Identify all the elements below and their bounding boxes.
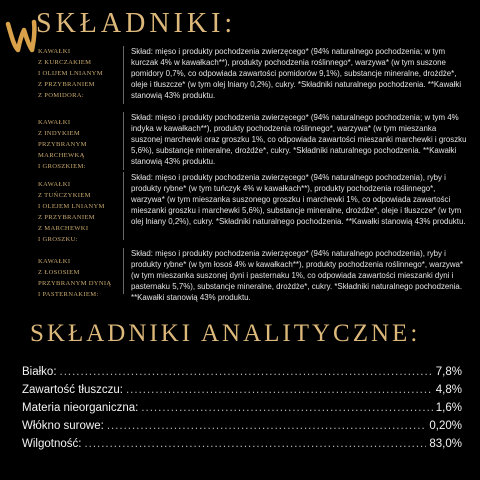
variety-label [38,46,120,101]
variety-label [38,117,120,172]
analytical-row-protein [22,366,462,382]
analytical-row-moisture [22,438,462,454]
analytical-name: Białko: [22,366,57,378]
variety-label [38,256,120,300]
analytical-name: Wilgotność: [22,438,82,450]
brand-monogram-icon [4,16,40,56]
variety-label-line: PRZYBRANYM [38,141,87,148]
analytical-row-fibre [22,420,462,436]
variety-label-line: Z PRZYBRANIEM [38,214,95,221]
dot-leader [126,384,433,396]
variety-composition-text: Skład: mięso i produkty pochodzenia zwierzęcego* (94% naturalnego pochodzenia; w tym kurczak 4% w kawałkach**), produkty pochodzenia roślinnego*, warzywa* (w tym suszone pomidory 0,7%, co odpowiada zawartości pomidorów 9,1%), substancje mineralne, drożdże*, oleje i tłuszcze* (w tym olej lniany 0,2%), cukry. *Składniki naturalnego pochodzenia. **Kawałki stanowią 43% produktu. [131,47,462,100]
ingredients-title: SKŁADNIKI: [36,8,237,39]
variety-label-line: Z KURCZAKIEM [38,59,92,66]
variety-label-line: KAWAŁKI [38,48,71,55]
variety-composition-text: Skład: mięso i produkty pochodzenia zwierzęcego* (94% naturalnego pochodzenia; w tym 4% indyka w kawałkach**), produkty pochodzenia roślinnego*, warzywa* (w tym mieszanka suszonej marchewki oraz groszku 1%, co odpowiada zawartości mieszanki marchewki i groszku 5,6%), substancje mineralne, drożdże*, cukry. *Składniki naturalnego pochodzenia. **Kawałki stanowią 43% produktu. [131,113,467,166]
variety-label-line: Z ŁOSOSIEM [38,269,80,276]
dot-leader [107,420,427,432]
variety-label-line: KAWAŁKI [38,258,71,265]
variety-label-line: I OLEJEM LNIANYM [38,203,105,210]
variety-label-line: Z PRZYBRANIEM [38,81,95,88]
dot-leader [84,438,426,450]
analytical-value: 83,0% [429,438,462,450]
divider-line [123,248,124,294]
variety-label-line: Z POMIDORA: [38,92,84,99]
analytical-value: 0,20% [429,420,462,432]
variety-label-line: Z TUŃCZYKIEM [38,192,91,199]
variety-label-line: MARCHEWKĄ [38,152,85,159]
variety-label-line: Z MARCHEWKI [38,225,89,232]
divider-line [123,46,124,104]
divider-line [123,172,124,240]
analytical-name: Włókno surowe: [22,420,104,432]
analytical-value: 4,8% [435,384,462,396]
variety-label-line: Z INDYKIEM [38,130,81,137]
analytical-row-ash [22,402,462,418]
analytical-row-fat [22,384,462,400]
variety-label-line: I OLIJEM LNIANYM [38,70,103,77]
dot-leader [60,366,433,378]
variety-composition-text: Skład: mięso i produkty pochodzenia zwierzęcego* (94% naturalnego pochodzenia), ryby i produkty rybne* (w tym tuńczyk 4% w kawałkach**), produkty pochodzenia roślinnego*, warzywa* (w tym mieszanka suszonego groszku i marchewki 1%, co odpowiada zawartości mieszanki groszku i marchewki 5,6%), substancje mineralne, drożdże*, oleje i tłuszcze* (w tym olej lniany 0,2%), cukry. *Składniki naturalnego pochodzenia. **Kawałki stanowią 43% produktu. [131,173,466,226]
analytical-value: 7,8% [435,366,462,378]
variety-label-line: KAWAŁKI [38,119,71,126]
analytical-name: Materia nieorganiczna: [22,402,139,414]
variety-label-line: I GROSZKU: [38,236,78,243]
dot-leader [141,402,432,414]
variety-composition-text: Skład: mięso i produkty pochodzenia zwierzęcego* (94% naturalnego pochodzenia), ryby i produkty rybne* (w tym łosoś 4% w kawałkach**), produkty pochodzenia roślinnego*, warzywa* (w tym mieszanka suszonej dyni i pasternaku 1%, co odpowiada zawartości mieszanki dyni i pasternaku 5,7%), substancje mineralne, drożdże*, cukry. *Składniki naturalnego pochodzenia. **Kawałki stanowią 43% produktu. [131,249,464,302]
variety-label-line: PRZYBRANYM DYNIĄ [38,280,112,287]
variety-label-line: KAWAŁKI [38,181,71,188]
variety-label [38,179,120,245]
analytical-name: Zawartość tłuszczu: [22,384,123,396]
analytical-title: SKŁADNIKI ANALITYCZNE: [30,320,421,347]
variety-label-line: I PASTERNAKIEM: [38,291,99,298]
variety-label-line: I GROSZKIEM: [38,163,86,170]
divider-line [123,112,124,170]
analytical-value: 1,6% [435,402,462,414]
